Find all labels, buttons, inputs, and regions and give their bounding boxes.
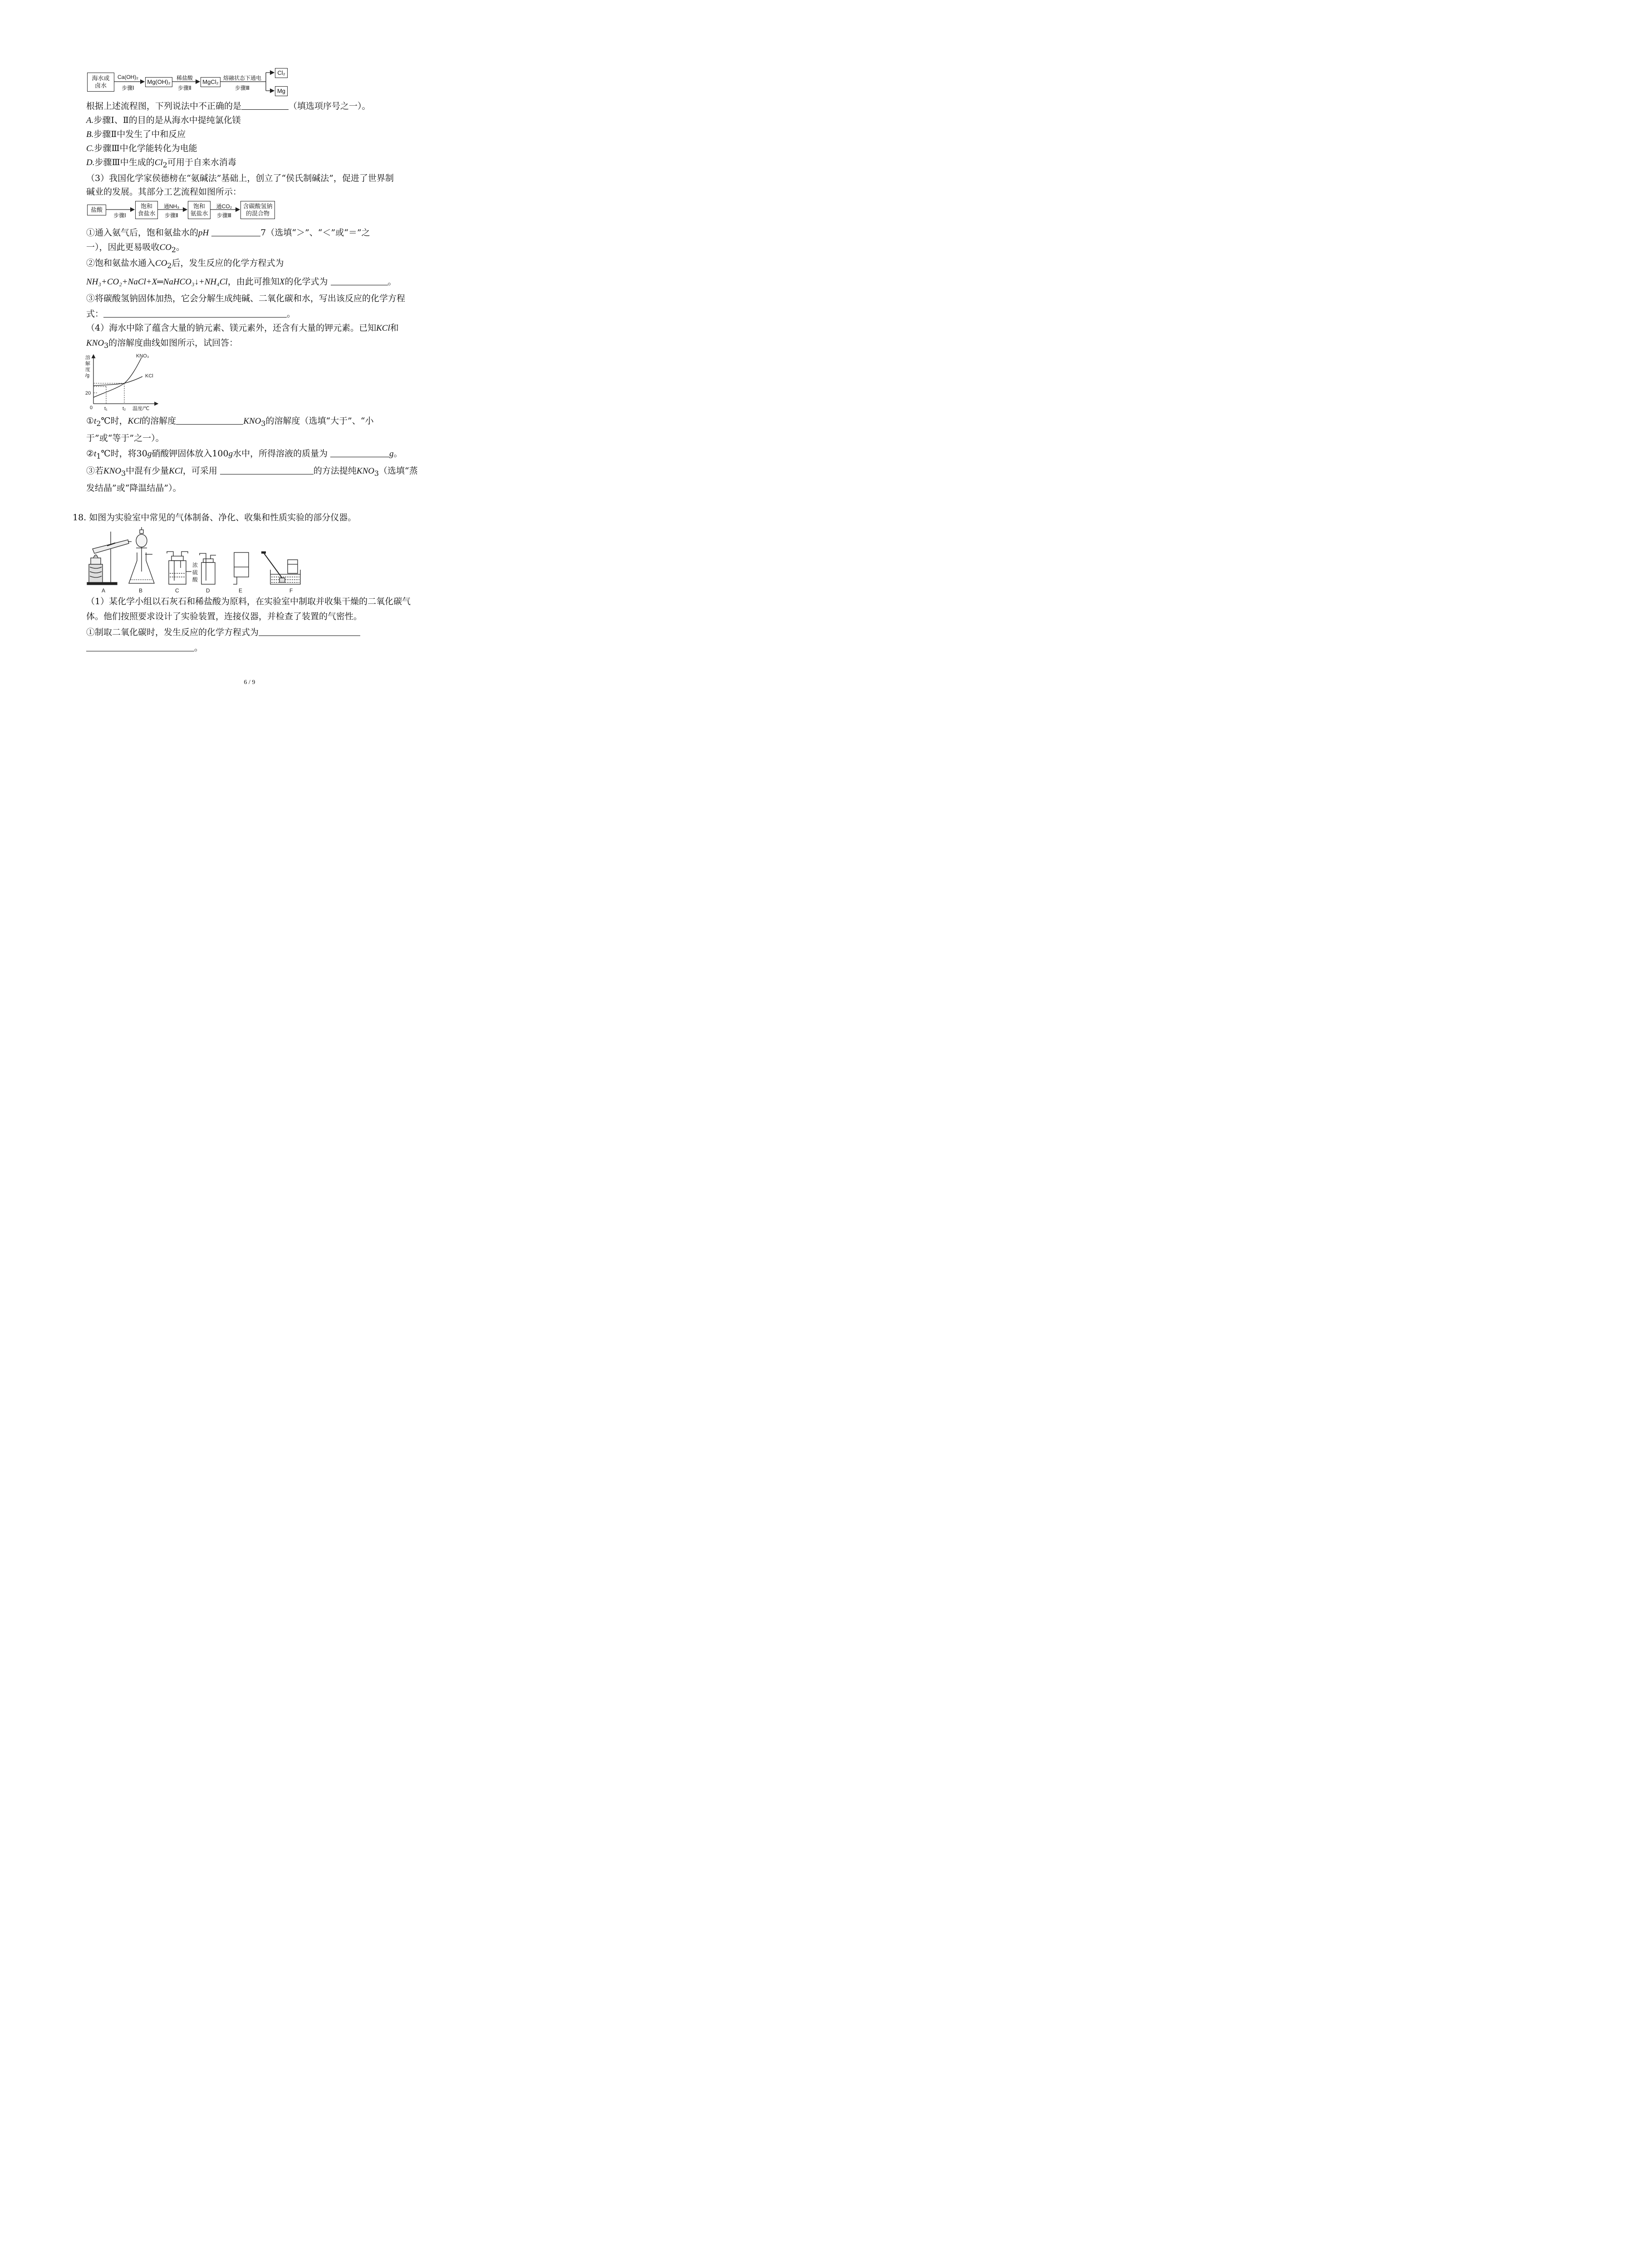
q2-option-d: D.步骤Ⅲ中生成的$Cl_2$可用于自来水消毒 [86, 157, 236, 169]
exam-page [0, 0, 499, 706]
formula-kno3: KNO [86, 338, 104, 348]
option-label-d: D. [86, 158, 95, 167]
flow-step-2: 步骤Ⅱ [178, 85, 191, 91]
q3-sub1-end: 。 [176, 242, 185, 252]
temp-t2: t [94, 416, 97, 426]
formula-kno3-2: KNO [243, 416, 261, 426]
option-text-c: 步骤Ⅲ中化学能转化为电能 [94, 143, 197, 153]
unit-g-3: g [389, 449, 394, 459]
apparatus-c [167, 552, 191, 584]
flow-box-mgoh2: Mg(OH)₂ [145, 77, 172, 87]
q4-sub1-num: ① [86, 416, 94, 426]
question-number-18: 18. [73, 513, 87, 523]
flow2-box-brine: 饱和 食盐水 [135, 201, 158, 219]
option-label-c: C. [86, 144, 94, 153]
option-text-b: 步骤Ⅱ中发生了中和反应 [93, 129, 186, 139]
q4-sub2: $②t_1℃$时，将30g硝酸钾固体放入100g水中，所得溶液的质量为 g。 [86, 449, 402, 460]
q4-sub3-line1: ③若$KNO_3$中混有少量KCl，可采用 的方法提纯$KNO_3$（选填“蒸 [86, 466, 418, 478]
equation-soda: NH₃+CO₂+NaCl+X═NaHCO₃↓+NH₄Cl [86, 277, 228, 287]
q4-sub1-hint: 的溶解度（选填“大于”、“小 [265, 416, 374, 426]
formula-co2-2: CO [155, 259, 167, 268]
answer-blank-method[interactable] [220, 466, 314, 474]
apparatus-d [200, 553, 216, 584]
label-f: F [289, 587, 293, 594]
formula-kcl-3: KCl [169, 466, 183, 476]
unit-g-2: g [228, 449, 233, 459]
flow2-reagent-nh3: 通NH₃ [163, 203, 180, 210]
flow-reagent-electrolysis: 熔融状态下通电 [223, 75, 261, 81]
q3-sub2-end: 。 [387, 277, 397, 287]
flow2-step-2: 步骤Ⅱ [165, 212, 178, 219]
q3-sub2-cont: 后，发生反应的化学方程式为 [171, 258, 284, 268]
chart-tick-t2: t₂ [122, 406, 126, 411]
q4-sub2-text: ℃时，将30 [101, 449, 147, 459]
chart-origin: 0 [90, 405, 93, 411]
q3-sub3-cont: 式： [86, 309, 104, 319]
flow-box-cl2: Cl₂ [275, 68, 288, 78]
flow-step-1: 步骤Ⅰ [122, 85, 134, 91]
formula-co2: CO [159, 243, 171, 252]
ph-term: pH [198, 228, 209, 238]
q4-intro-1 [86, 322, 399, 334]
q4-intro-and: 和 [390, 323, 399, 333]
q3-sub2-text: ②饱和氨盐水通入 [86, 258, 156, 268]
formula-kcl-2: KCl [127, 416, 142, 426]
flow-step-3: 步骤Ⅲ [235, 85, 250, 91]
q18-sub1-end: 。 [194, 643, 203, 653]
answer-blank-compare[interactable] [176, 416, 243, 425]
flow2-step-1: 步骤Ⅰ [113, 212, 126, 219]
q3-sub1-line2: 一），因此更易吸收$CO_2$。 [86, 242, 185, 254]
q4-sub3-hint: （选填“蒸 [379, 466, 418, 476]
q4-sub2-cont2: 水中，所得溶液的质量为 [233, 449, 328, 459]
q4-sub3-text: ③若 [86, 466, 104, 476]
flow2-box-product: 含碳酸氢钠 的混合物 [240, 201, 275, 219]
option-text-d-end: 可用于自来水消毒 [167, 157, 236, 167]
label-a: A [102, 587, 106, 594]
answer-blank-co2-eq-1[interactable] [259, 627, 360, 636]
legend-kno3: KNO₃ [136, 353, 149, 359]
q3-sub3-line2 [86, 308, 295, 320]
q3-sub1-cont: 一），因此更易吸收 [86, 242, 160, 252]
lab-apparatus-figure [84, 526, 311, 594]
q3-sub2-line2 [86, 276, 397, 288]
q4-sub1-text: ℃时， [101, 416, 128, 426]
answer-blank-co2-eq-2[interactable] [86, 643, 194, 651]
q3-sub3-line1: ③将碳酸氢钠固体加热，它会分解生成纯碱、二氧化碳和水，写出该反应的化学方程 [86, 293, 406, 303]
flow2-reagent-co2: 通CO₂ [216, 203, 232, 210]
answer-blank-equation[interactable] [103, 309, 287, 318]
page-number: 6 / 9 [244, 679, 255, 686]
q4-sub3-cont2: ，可采用 [182, 466, 217, 476]
option-label-b: B. [86, 130, 94, 139]
q3-sub2-infer: ，由此可推知 [227, 277, 279, 287]
formula-cl2: Cl [154, 158, 163, 167]
q3-sub3-end: 。 [287, 309, 296, 319]
flow-reagent-caoh2: Ca(OH)₂ [118, 74, 138, 80]
q4-sub3-line2: 发结晶”或“降温结晶”）。 [86, 483, 181, 493]
answer-blank-mass[interactable] [330, 449, 389, 457]
flow-box-mg: Mg [275, 86, 288, 96]
apparatus-e [233, 552, 249, 584]
answer-blank-ph[interactable] [211, 228, 260, 236]
q4-sub1-line2: 于”或“等于”之一）。 [86, 433, 164, 443]
chart-tick-20: 20 [85, 391, 91, 396]
q3-sub1-hint: 7（选填“＞”、“＜”或“＝”之 [260, 228, 370, 238]
chart-x-label: 温度/℃ [132, 406, 150, 411]
q3-sub2-line1: ②饱和氨盐水通入$CO_2$后，发生反应的化学方程式为 [86, 258, 284, 270]
formula-kcl: KCl [376, 323, 390, 333]
q18-stem-text: 如图为实验室中常见的气体制备、净化、收集和性质实验的部分仪器。 [89, 513, 357, 523]
q18-part1-line4 [86, 642, 203, 654]
apparatus-b [129, 527, 154, 583]
q4-sub3-cont: 中混有少量 [126, 466, 169, 476]
flow2-box-hcl: 盐酸 [87, 205, 106, 215]
q3-sub1-text: ①通入氨气后，饱和氨盐水的 [86, 228, 199, 238]
answer-blank-x[interactable] [331, 277, 388, 285]
q4-intro-2: $KNO_3$的溶解度曲线如图所示，试回答： [86, 338, 238, 350]
q2-stem-hint: （填选项序号之一）。 [289, 101, 371, 111]
acid-label: 浓硫酸 [192, 562, 198, 583]
legend-kcl: KCl [145, 373, 153, 379]
flow-arrows-2 [0, 0, 499, 227]
label-d: D [206, 587, 210, 594]
flow-box-seawater: 海水或 卤水 [87, 73, 114, 92]
solubility-chart [83, 353, 174, 412]
chart-y-label: 溶解度/g [85, 355, 90, 378]
flow-box-mgcl2: MgCl₂ [201, 77, 220, 87]
label-e: E [239, 587, 243, 594]
q18-part1-line1: （1）某化学小组以石灰石和稀盐酸为原料，在实验室中制取并收集干燥的二氧化碳气 [86, 596, 411, 606]
temp-t1: t [94, 449, 97, 459]
variable-x: X [279, 277, 285, 287]
curve-kcl [93, 376, 142, 386]
option-text-a: 步骤Ⅰ、Ⅱ的目的是从海水中提纯氯化镁 [93, 115, 241, 125]
option-label-a: A. [86, 116, 94, 125]
flow2-step-3: 步骤Ⅲ [216, 212, 232, 219]
q4-sub2-end: 。 [393, 449, 402, 459]
flow-reagent-hcl: 稀盐酸 [176, 75, 193, 81]
q4-intro-cont: 的溶解度曲线如图所示，试回答： [108, 338, 238, 348]
q18-sub1-text: ①制取二氧化碳时，发生反应的化学方程式为 [86, 627, 259, 637]
q4-sub2-num: ② [86, 449, 94, 459]
chart-tick-t1: t₁ [104, 406, 108, 411]
q18-stem [73, 512, 356, 523]
label-c: C [175, 587, 179, 594]
q4-intro-text: （4）海水中除了蕴含大量的钠元素、镁元素外，还含有大量的钾元素。已知 [86, 323, 377, 333]
q3-intro-2: 碱业的发展。其部分工艺流程如图所示： [86, 187, 242, 197]
apparatus-f [261, 552, 300, 584]
flow2-box-ammonia-brine: 饱和 氨盐水 [188, 201, 211, 219]
q4-sub1-cont: 的溶解度 [142, 416, 176, 426]
q3-sub1-line1 [86, 227, 370, 239]
label-b: B [139, 587, 143, 594]
apparatus-a [87, 532, 132, 585]
q3-intro-1: （3）我国化学家侯德榜在“氨碱法”基础上，创立了“侯氏制碱法”，促进了世界制 [86, 173, 394, 183]
q3-sub2-infer2: 的化学式为 [284, 277, 328, 287]
q2-stem-text: 根据上述流程图，下列说法中不正确的是 [86, 101, 242, 111]
q4-sub1-line1: $①t_2℃$时，KCl的溶解度 $KNO_3$的溶解度（选填“大于”、“小 [86, 416, 374, 428]
curve-kno3 [93, 357, 142, 397]
option-text-d: 步骤Ⅲ中生成的 [94, 157, 155, 167]
q4-sub3-cont3: 的方法提纯 [313, 466, 357, 476]
q4-sub2-cont: 硝酸钾固体放入100 [152, 449, 229, 459]
formula-kno3-4: KNO [356, 466, 374, 476]
q18-part1-line3 [86, 626, 360, 638]
unit-g: g [147, 449, 152, 459]
formula-kno3-3: KNO [103, 466, 122, 476]
q18-part1-line2: 体。他们按照要求设计了实验装置，连接仪器，并检查了装置的气密性。 [86, 611, 362, 621]
